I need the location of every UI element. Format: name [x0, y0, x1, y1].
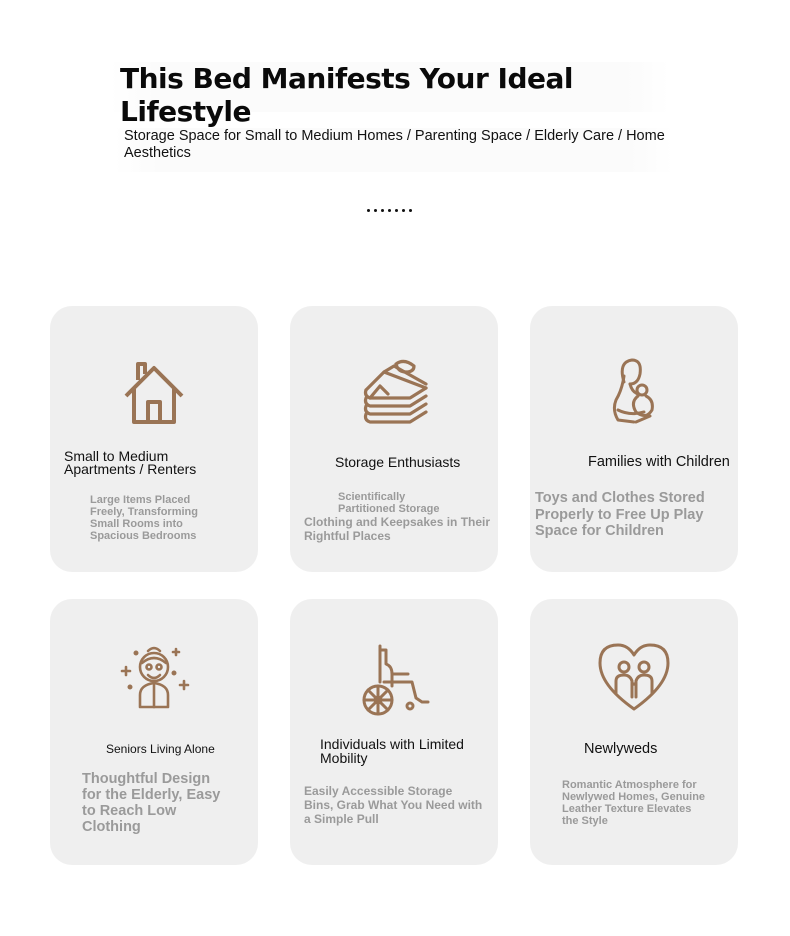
- card-seniors-alone: [50, 599, 258, 865]
- folded-clothes-icon: [354, 354, 434, 434]
- card-storage-enthusiasts: [290, 306, 498, 572]
- card-description: Easily Accessible Storage Bins, Grab What You Need with a Simple Pull: [304, 784, 483, 826]
- card-description: Clothing and Keepsakes in Their Rightful Places: [304, 515, 491, 543]
- card-title: Individuals with Limited Mobility: [320, 736, 464, 766]
- card-title: Small to Medium Apartments / Renters: [64, 448, 197, 477]
- wheelchair-icon: [354, 640, 434, 720]
- carousel-dots: [367, 209, 412, 212]
- dot: [395, 209, 398, 212]
- dot: [409, 209, 412, 212]
- page-subtitle: Storage Space for Small to Medium Homes / Parenting Space / Elderly Care / Home Aesthetics: [114, 128, 674, 172]
- card-title: Newlyweds: [584, 741, 658, 757]
- card-description: Toys and Clothes Stored Properly to Free Up Play Space for Children: [535, 490, 705, 539]
- card-title: Families with Children: [588, 454, 730, 470]
- dot: [374, 209, 377, 212]
- dot: [402, 209, 405, 212]
- card-description-line: Scientifically: [338, 491, 406, 503]
- house-icon: [114, 354, 194, 434]
- heart-couple-icon: [594, 637, 674, 717]
- dot: [388, 209, 391, 212]
- card-families-children: [530, 306, 738, 572]
- dot: [381, 209, 384, 212]
- card-limited-mobility: [290, 599, 498, 865]
- card-apartments-renters: [50, 306, 258, 572]
- card-description: Thoughtful Design for the Elderly, Easy to Reach Low Clothing: [82, 771, 221, 835]
- card-newlyweds: [530, 599, 738, 865]
- card-description: Romantic Atmosphere for Newlywed Homes, Genuine Leather Texture Elevates the Style: [562, 779, 706, 827]
- elderly-person-icon: [114, 637, 194, 717]
- mother-child-icon: [594, 354, 674, 434]
- card-description-line: Partitioned Storage: [338, 503, 440, 515]
- card-title: Storage Enthusiasts: [335, 454, 461, 470]
- dot: [367, 209, 370, 212]
- card-description: Large Items Placed Freely, Transforming Small Rooms into Spacious Bedrooms: [90, 494, 198, 542]
- card-title: Seniors Living Alone: [106, 742, 215, 756]
- page-title: This Bed Manifests Your Ideal Lifestyle: [110, 62, 670, 112]
